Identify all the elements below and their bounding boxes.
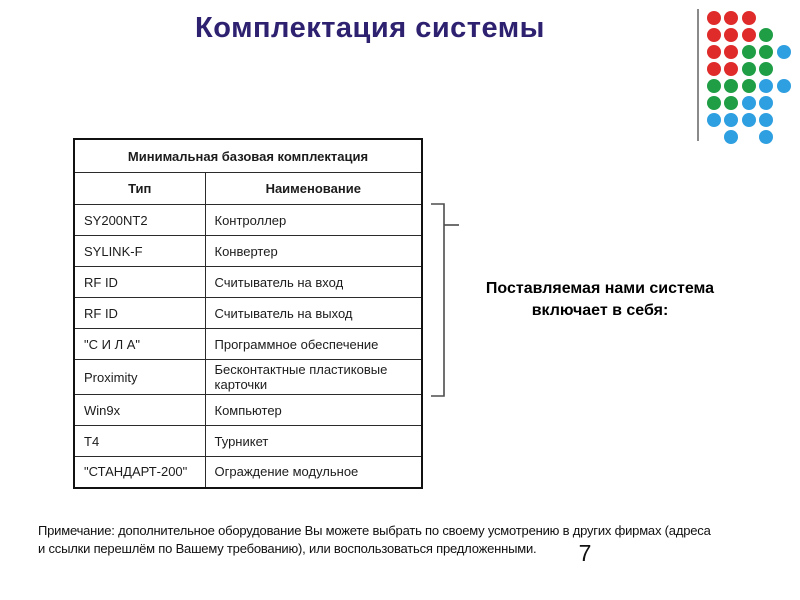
empty-dot-slot	[777, 96, 791, 110]
cell-name: Считыватель на вход	[205, 267, 422, 298]
callout-text	[450, 278, 750, 322]
blue-dot-icon	[759, 130, 773, 144]
cell-name: Ограждение модульное	[205, 457, 422, 488]
red-dot-icon	[742, 28, 756, 42]
empty-dot-slot	[707, 130, 721, 144]
cell-type: Proximity	[74, 360, 205, 395]
red-dot-icon	[742, 11, 756, 25]
callout-line-2: включает в себя:	[531, 302, 669, 319]
red-dot-icon	[724, 11, 738, 25]
dots-logo-icon	[705, 9, 793, 146]
red-dot-icon	[724, 62, 738, 76]
empty-dot-slot	[777, 28, 791, 42]
red-dot-icon	[707, 62, 721, 76]
green-dot-icon	[759, 28, 773, 42]
blue-dot-icon	[724, 130, 738, 144]
table-row	[74, 395, 422, 426]
empty-dot-slot	[777, 130, 791, 144]
table-title-row	[74, 139, 422, 173]
blue-dot-icon	[742, 96, 756, 110]
table-row	[74, 360, 422, 395]
cell-type: "СТАНДАРТ-200"	[74, 457, 205, 488]
green-dot-icon	[742, 45, 756, 59]
table-title: Минимальная базовая комплектация	[74, 139, 422, 173]
table-row	[74, 267, 422, 298]
green-dot-icon	[742, 62, 756, 76]
blue-dot-icon	[759, 113, 773, 127]
empty-dot-slot	[759, 11, 773, 25]
callout-line-1: Поставляемая нами система	[485, 280, 715, 297]
blue-dot-icon	[724, 113, 738, 127]
cell-type: "С И Л А"	[74, 329, 205, 360]
cell-name: Бесконтактные пластиковые карточки	[205, 360, 422, 395]
green-dot-icon	[742, 79, 756, 93]
footnote: Примечание: дополнительное оборудование Вы можете выбрать по своему усмотрению в других фирмах (адреса и ссылки перешлём по Вашему требованию), или воспользоваться предложенными.	[38, 523, 711, 556]
table-row	[74, 205, 422, 236]
green-dot-icon	[724, 96, 738, 110]
green-dot-icon	[724, 79, 738, 93]
table-row	[74, 426, 422, 457]
table-row	[74, 236, 422, 267]
empty-dot-slot	[777, 62, 791, 76]
table-header-row	[74, 173, 422, 205]
table-row	[74, 298, 422, 329]
blue-dot-icon	[759, 96, 773, 110]
equipment-table	[73, 138, 423, 489]
blue-dot-icon	[742, 113, 756, 127]
blue-dot-icon	[759, 79, 773, 93]
page-number: 7	[578, 540, 592, 566]
table-row	[74, 457, 422, 488]
red-dot-icon	[707, 11, 721, 25]
column-header-name: Наименование	[205, 173, 422, 205]
empty-dot-slot	[777, 11, 791, 25]
empty-dot-slot	[777, 113, 791, 127]
equipment-table-body	[74, 205, 422, 488]
cell-type: T4	[74, 426, 205, 457]
logo-divider-line	[697, 9, 699, 141]
green-dot-icon	[707, 79, 721, 93]
green-dot-icon	[759, 62, 773, 76]
green-dot-icon	[759, 45, 773, 59]
cell-name: Компьютер	[205, 395, 422, 426]
cell-name: Считыватель на выход	[205, 298, 422, 329]
cell-type: SY200NT2	[74, 205, 205, 236]
cell-type: Win9x	[74, 395, 205, 426]
cell-name: Программное обеспечение	[205, 329, 422, 360]
blue-dot-icon	[777, 79, 791, 93]
cell-name: Контроллер	[205, 205, 422, 236]
column-header-type: Тип	[74, 173, 205, 205]
red-dot-icon	[724, 28, 738, 42]
blue-dot-icon	[707, 113, 721, 127]
table-row	[74, 329, 422, 360]
cell-type: RF ID	[74, 267, 205, 298]
empty-dot-slot	[742, 130, 756, 144]
cell-name: Конвертер	[205, 236, 422, 267]
blue-dot-icon	[777, 45, 791, 59]
red-dot-icon	[724, 45, 738, 59]
red-dot-icon	[707, 28, 721, 42]
page-title: Комплектация системы	[195, 12, 545, 44]
cell-type: SYLINK-F	[74, 236, 205, 267]
cell-type: RF ID	[74, 298, 205, 329]
green-dot-icon	[707, 96, 721, 110]
red-dot-icon	[707, 45, 721, 59]
cell-name: Турникет	[205, 426, 422, 457]
